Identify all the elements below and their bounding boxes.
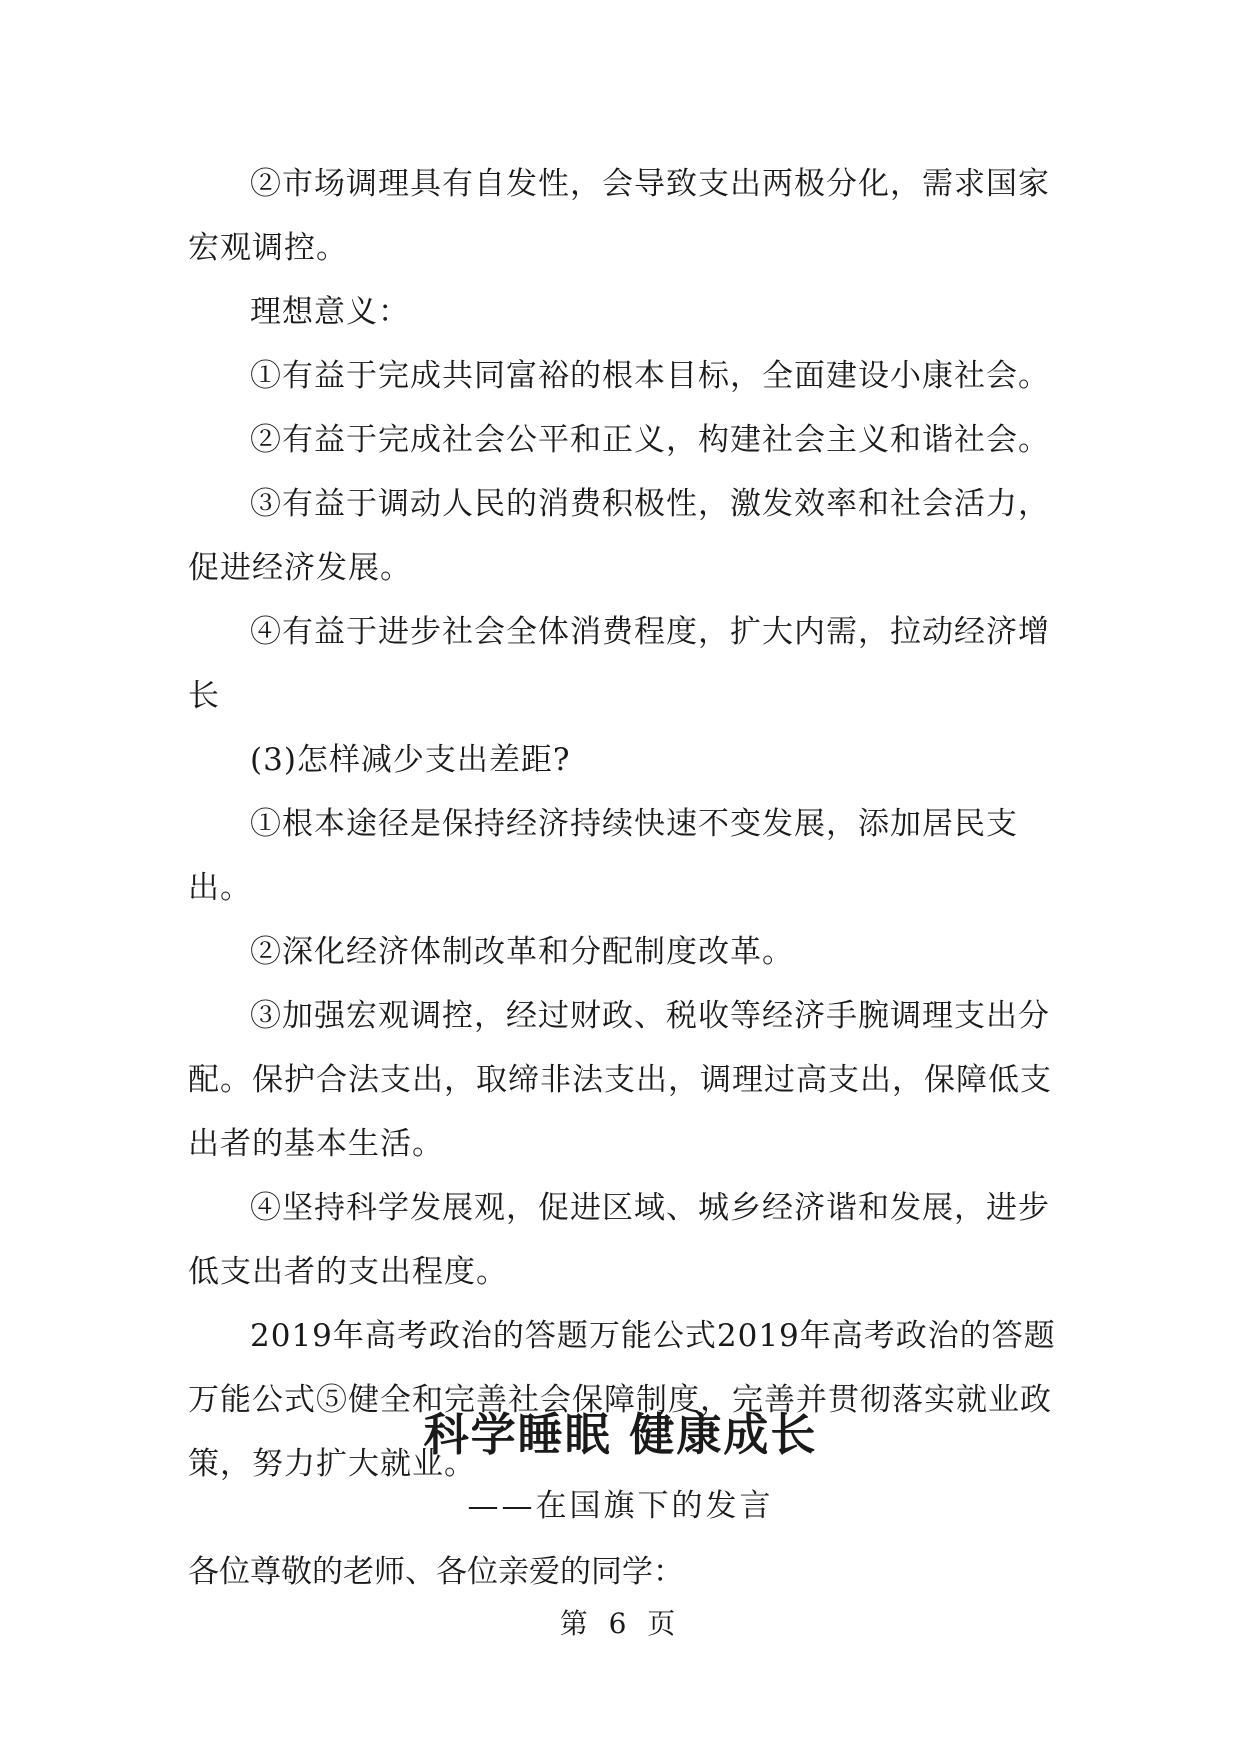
paragraph: ③有益于调动人民的消费积极性，激发效率和社会活力，促进经济发展。: [188, 486, 1050, 586]
page-number: 第 6 页: [559, 1607, 682, 1640]
paragraph: ②市场调理具有自发性，会导致支出两极分化，需求国家宏观调控。: [188, 166, 1050, 266]
paragraph: ①根本途径是保持经济持续快速不变发展，添加居民支出。: [188, 806, 1018, 906]
paragraph: ①有益于完成共同富裕的根本目标，全面建设小康社会。: [250, 358, 1050, 394]
paragraph: ②有益于完成社会公平和正义，构建社会主义和谐社会。: [250, 422, 1050, 458]
paragraph: (3)怎样减少支出差距?: [250, 742, 571, 778]
paragraph: 2019年高考政治的答题万能公式2019年高考政治的答题万能公式⑤健全和完善社会保障制度，完善并贯彻落实就业政策，努力扩大就业。: [188, 1318, 1056, 1482]
paragraph: ③加强宏观调控，经过财政、税收等经济手腕调理支出分配。保护合法支出，取缔非法支出，调理过高支出，保障低支出者的基本生活。: [188, 998, 1052, 1162]
paragraph: 理想意义：: [250, 294, 410, 330]
speech-title: 科学睡眠 健康成长: [423, 1408, 818, 1461]
paragraph: ④有益于进步社会全体消费程度，扩大内需，拉动经济增长: [188, 614, 1050, 714]
speech-subtitle: ——在国旗下的发言: [467, 1488, 774, 1524]
body-text: [188, 152, 1068, 1496]
paragraph: ②深化经济体制改革和分配制度改革。: [250, 934, 794, 970]
speech-greeting: 各位尊敬的老师、各位亲爱的同学：: [188, 1554, 684, 1590]
paragraph: ④坚持科学发展观，促进区域、城乡经济谐和发展，进步低支出者的支出程度。: [188, 1190, 1050, 1290]
